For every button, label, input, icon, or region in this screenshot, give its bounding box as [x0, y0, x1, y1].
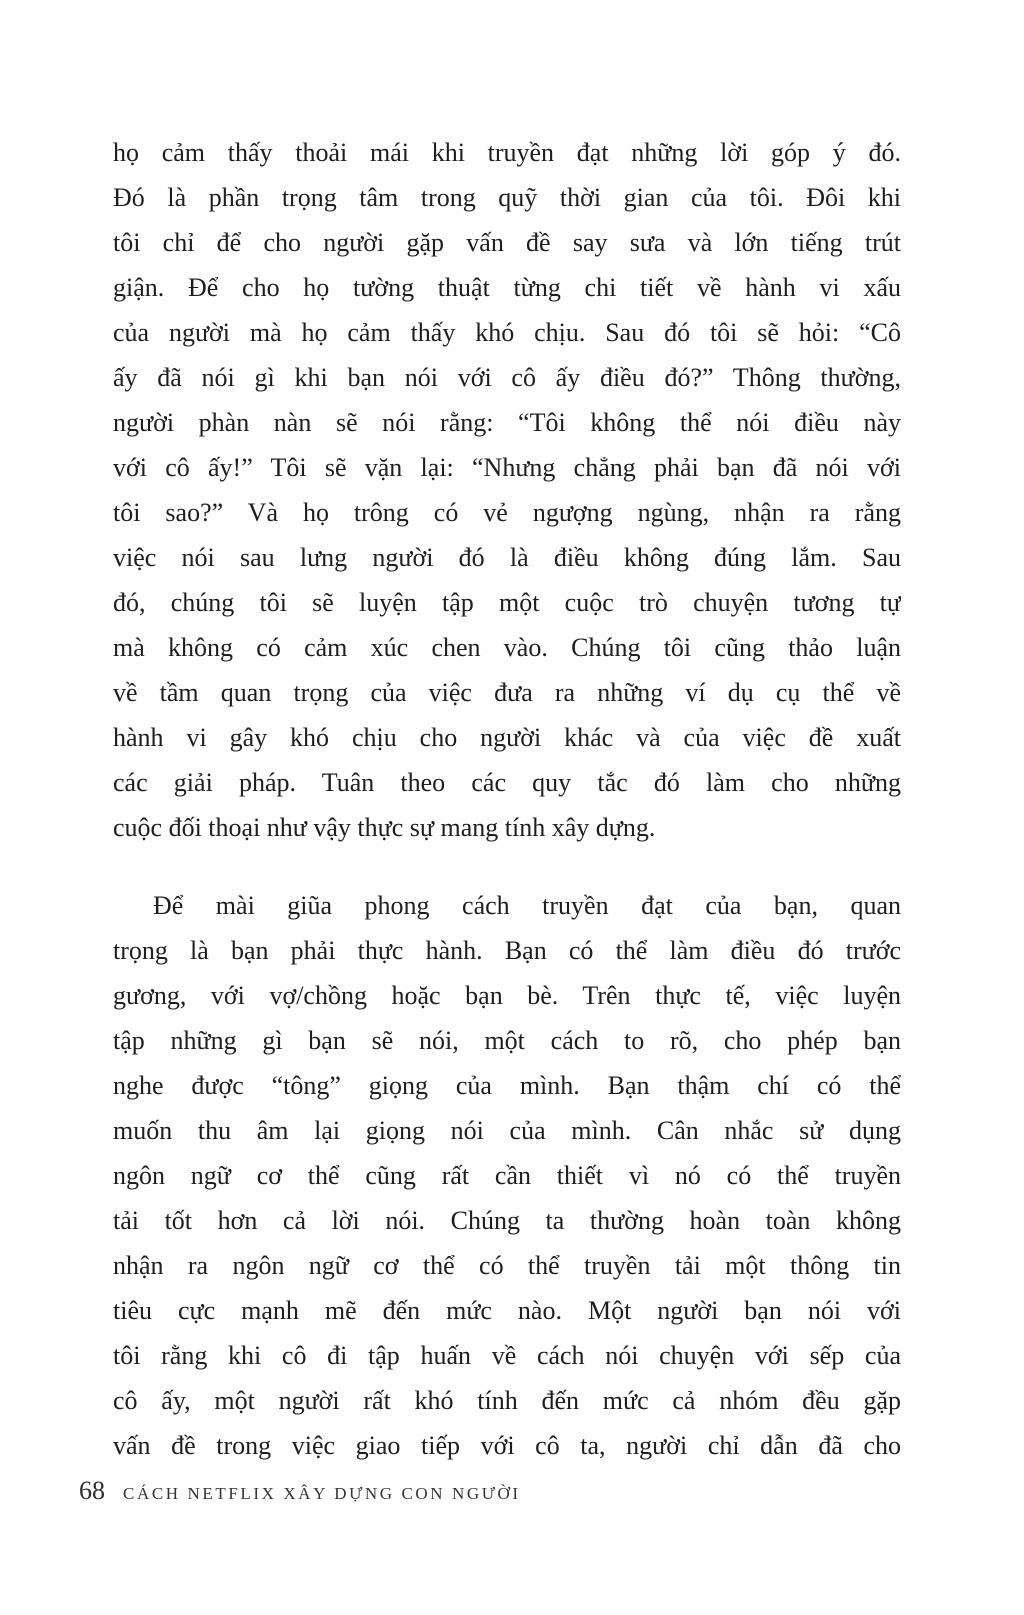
text-line: tôi rằng khi cô đi tập huấn về cách nói chuyện với sếp của — [113, 1341, 901, 1370]
text-line: tôi chỉ để cho người gặp vấn đề say sưa và lớn tiếng trút — [113, 228, 901, 257]
text-line: cuộc đối thoại như vậy thực sự mang tính xây dựng. — [113, 813, 656, 842]
text-line: trọng là bạn phải thực hành. Bạn có thể làm điều đó trước — [113, 936, 901, 965]
text-line: của người mà họ cảm thấy khó chịu. Sau đó tôi sẽ hỏi: “Cô — [113, 318, 901, 347]
text-line: nghe được “tông” giọng của mình. Bạn thậm chí có thể — [113, 1071, 901, 1100]
text-line: các giải pháp. Tuân theo các quy tắc đó làm cho những — [113, 768, 901, 797]
text-line: vấn đề trong việc giao tiếp với cô ta, người chỉ dẫn đã cho — [113, 1431, 901, 1460]
text-line: giận. Để cho họ tường thuật từng chi tiết về hành vi xấu — [113, 273, 901, 302]
text-line: hành vi gây khó chịu cho người khác và của việc đề xuất — [113, 723, 901, 752]
text-line: gương, với vợ/chồng hoặc bạn bè. Trên thực tế, việc luyện — [113, 981, 901, 1010]
text-line: Để mài giũa phong cách truyền đạt của bạn, quan — [153, 891, 901, 920]
text-line: việc nói sau lưng người đó là điều không đúng lắm. Sau — [113, 543, 901, 572]
text-line: tôi sao?” Và họ trông có vẻ ngượng ngùng, nhận ra rằng — [113, 498, 901, 527]
text-line: tập những gì bạn sẽ nói, một cách to rõ, cho phép bạn — [113, 1026, 901, 1055]
text-line: cô ấy, một người rất khó tính đến mức cả nhóm đều gặp — [113, 1386, 901, 1415]
paragraph — [113, 130, 901, 850]
text-line: tiêu cực mạnh mẽ đến mức nào. Một người bạn nói với — [113, 1296, 901, 1325]
text-line: với cô ấy!” Tôi sẽ vặn lại: “Nhưng chẳng phải bạn đã nói với — [113, 453, 901, 482]
paragraph — [113, 883, 901, 1468]
running-title: CÁCH NETFLIX XÂY DỰNG CON NGƯỜI — [123, 1484, 521, 1503]
text-line: họ cảm thấy thoải mái khi truyền đạt những lời góp ý đó. — [113, 138, 901, 167]
text-line: muốn thu âm lại giọng nói của mình. Cân nhắc sử dụng — [113, 1116, 901, 1145]
page-number: 68 — [79, 1476, 105, 1505]
text-line: ngôn ngữ cơ thể cũng rất cần thiết vì nó có thể truyền — [113, 1161, 901, 1190]
page-footer — [79, 1474, 521, 1511]
text-line: mà không có cảm xúc chen vào. Chúng tôi cũng thảo luận — [113, 633, 901, 662]
text-line: về tầm quan trọng của việc đưa ra những ví dụ cụ thể về — [113, 678, 901, 707]
text-line: nhận ra ngôn ngữ cơ thể có thể truyền tải một thông tin — [113, 1251, 901, 1280]
body-text — [113, 130, 901, 1468]
text-line: người phàn nàn sẽ nói rằng: “Tôi không thể nói điều này — [113, 408, 901, 437]
text-line: Đó là phần trọng tâm trong quỹ thời gian của tôi. Đôi khi — [113, 183, 901, 212]
text-line: tải tốt hơn cả lời nói. Chúng ta thường hoàn toàn không — [113, 1206, 901, 1235]
text-line: ấy đã nói gì khi bạn nói với cô ấy điều đó?” Thông thường, — [113, 363, 901, 392]
text-line: đó, chúng tôi sẽ luyện tập một cuộc trò chuyện tương tự — [113, 588, 901, 617]
